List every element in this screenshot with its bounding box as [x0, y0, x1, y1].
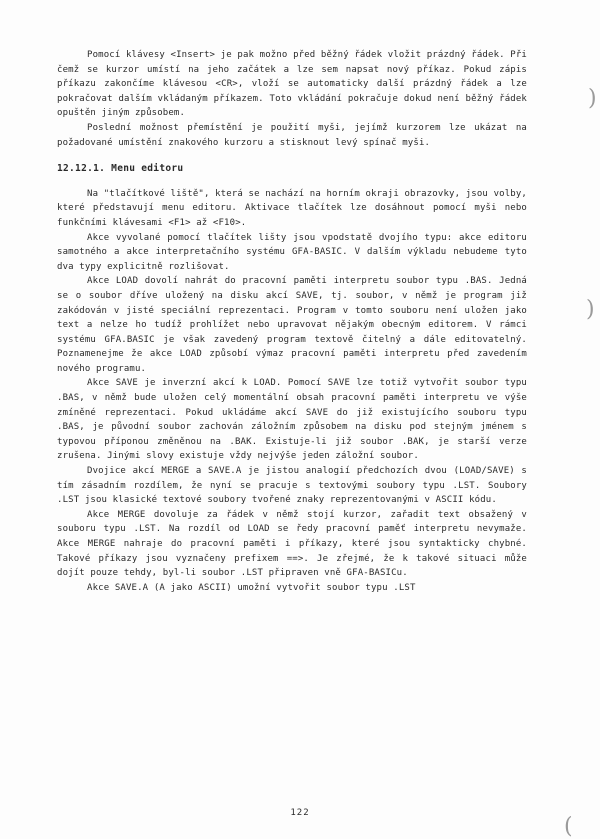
- text-block: [57, 48, 527, 595]
- margin-bracket-mark: (: [564, 814, 573, 839]
- margin-bracket-mark: ): [588, 86, 597, 111]
- paragraph-mouse-positioning: Poslední možnost přemístění je použití myši, jejímž kurzorem lze ukázat na požadované umístění znakového kurzoru a stisknout levý spínač myši.: [57, 122, 527, 148]
- paragraph-insert-key: Pomocí klávesy <Insert> je pak možno před běžný řádek vložit prázdný řádek. Při čemž se kurzor umístí na jeho začátek a lze sem napsat nový příkaz. Pokud zápis příkazu zakončíme klávesou <CR>, vloží se automaticky další prázdný řádek a lze pokračovat dalším vkládaným příkazem. Toto vkládání pokračuje dokud není běžný řádek opuštěn jiným způsobem.: [57, 50, 527, 119]
- paragraph-load-action: Akce LOAD dovolí nahrát do pracovní paměti interpretu soubor typu .BAS. Jedná se o soubor dříve uložený na disku akcí SAVE, tj. soubor, v němž je program již zakódován v jisté speciální reprezentaci. Program v tomto souboru není uložen jako text a nelze ho tudíž prohlížet nebo upravovat nějakým obecným editorem. V rámci systému GFA.BASIC je však zavedený program textově čitelný a dále editovatelný. Poznamenejme že akce LOAD způsobí výmaz pracovní paměti interpretu před zavedením nového programu.: [57, 276, 527, 374]
- paragraph-save-action: Akce SAVE je inverzní akcí k LOAD. Pomocí SAVE lze totiž vytvořit soubor typu .BAS, v němž bude uložen celý momentální obsah pracovní paměti interpretu ve výše zmíněné reprezentaci. Pokud ukládáme akcí SAVE do již existujícího souboru typu .BAS, je původní soubor zachován záložním způsobem na disku pod stejným jménem s typovou příponou změněnou na .BAK. Existuje-li již soubor .BAK, je starší verze zrušena. Jinými slovy existuje vždy nejvýše jeden záložní soubor.: [57, 378, 527, 462]
- paragraph-merge-savea-pair: Dvojice akcí MERGE a SAVE.A je jistou analogií předchozích dvou (LOAD/SAVE) s tím zásadním rozdílem, že nyní se pracuje s textovými soubory typu .LST. Soubory .LST jsou klasické textové soubory tvořené znaky reprezentovanými v ASCII kódu.: [57, 466, 527, 506]
- paragraph-savea-action: Akce SAVE.A (A jako ASCII) umožní vytvořit soubor typu .LST: [87, 582, 416, 593]
- paragraph-button-bar: Na "tlačítkové liště", která se nachází na horním okraji obrazovky, jsou volby, které představují menu editoru. Aktivace tlačítek lze dosáhnout pomocí myši nebo funkčními klávesami <F1> až <F10>.: [57, 188, 527, 228]
- section-heading: 12.12.1. Menu editoru: [57, 163, 184, 175]
- margin-bracket-mark: ): [586, 297, 595, 322]
- paragraph-action-types: Akce vyvolané pomocí tlačítek lišty jsou vpodstatě dvojího typu: akce editoru samotného a akce interpretačního systému GFA-BASIC. V dalším výkladu nebudeme tyto dva typy explicitně rozlišovat.: [57, 232, 527, 272]
- paragraph-merge-action: Akce MERGE dovoluje za řádek v němž stojí kurzor, zařadit text obsažený v souboru typu .LST. Na rozdíl od LOAD se ředy pracovní paměť interpretu nevymaže. Akce MERGE nahraje do pracovní paměti i příkazy, které jsou syntakticky chybné. Takové příkazy jsou vyznačeny prefixem ==>. Je zřejmé, že k takové situaci může dojít pouze tehdy, byl-li soubor .LST připraven vně GFA-BASICu.: [57, 509, 527, 579]
- page-number: 122: [290, 808, 310, 818]
